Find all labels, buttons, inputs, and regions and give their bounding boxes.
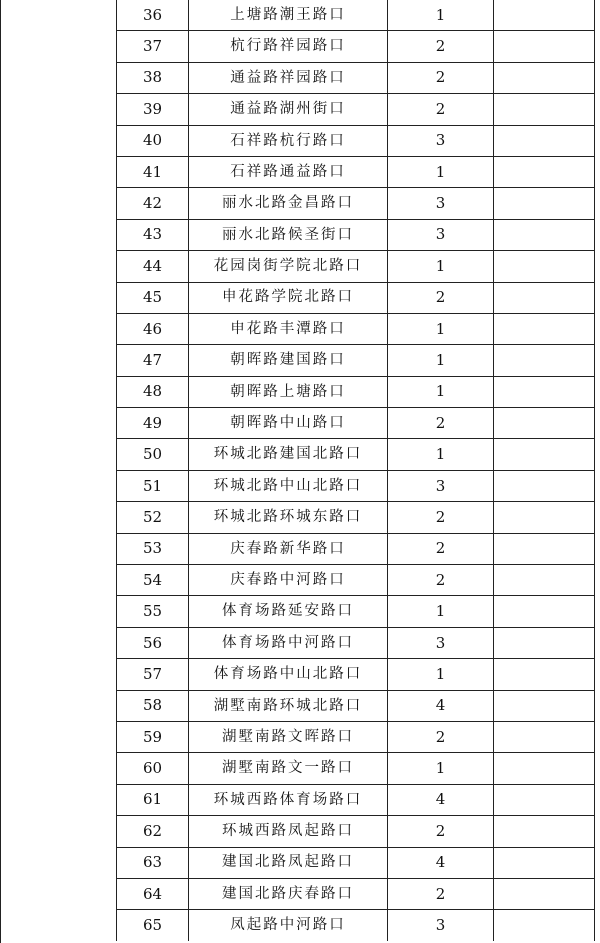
count-cell: 1 [388, 439, 494, 470]
row-number-cell: 42 [117, 188, 189, 219]
count-cell: 2 [388, 533, 494, 564]
count-cell: 1 [388, 596, 494, 627]
row-number-cell: 60 [117, 753, 189, 784]
row-number-cell: 58 [117, 690, 189, 721]
table-row [117, 94, 595, 125]
row-number-cell: 41 [117, 156, 189, 187]
remark-cell [494, 251, 595, 282]
remark-cell [494, 31, 595, 62]
intersection-name-cell: 环城西路凤起路口 [189, 816, 388, 847]
row-number-cell: 59 [117, 721, 189, 752]
remark-cell [494, 345, 595, 376]
count-cell: 3 [388, 627, 494, 658]
remark-cell [494, 0, 595, 31]
remark-cell [494, 502, 595, 533]
intersection-name-cell: 凤起路中河路口 [189, 910, 388, 941]
intersection-name-cell: 体育场路中河路口 [189, 627, 388, 658]
intersection-name-cell: 上塘路潮王路口 [189, 0, 388, 31]
row-number-cell: 43 [117, 219, 189, 250]
count-cell: 3 [388, 188, 494, 219]
table-row [117, 816, 595, 847]
intersection-name-cell: 石祥路杭行路口 [189, 125, 388, 156]
remark-cell [494, 910, 595, 941]
table-row [117, 31, 595, 62]
remark-cell [494, 847, 595, 878]
table-row [117, 376, 595, 407]
table-row [117, 878, 595, 909]
count-cell: 2 [388, 502, 494, 533]
remark-cell [494, 156, 595, 187]
row-number-cell: 47 [117, 345, 189, 376]
row-number-cell: 48 [117, 376, 189, 407]
table-row [117, 533, 595, 564]
count-cell: 2 [388, 282, 494, 313]
count-cell: 2 [388, 62, 494, 93]
intersection-table [116, 0, 595, 941]
count-cell: 2 [388, 565, 494, 596]
count-cell: 1 [388, 376, 494, 407]
remark-cell [494, 94, 595, 125]
row-number-cell: 63 [117, 847, 189, 878]
row-number-cell: 56 [117, 627, 189, 658]
count-cell: 2 [388, 94, 494, 125]
remark-cell [494, 188, 595, 219]
table-row [117, 721, 595, 752]
count-cell: 3 [388, 910, 494, 941]
intersection-name-cell: 庆春路中河路口 [189, 565, 388, 596]
table-row [117, 188, 595, 219]
intersection-name-cell: 杭行路祥园路口 [189, 31, 388, 62]
table-row [117, 408, 595, 439]
remark-cell [494, 219, 595, 250]
row-number-cell: 49 [117, 408, 189, 439]
remark-cell [494, 659, 595, 690]
count-cell: 1 [388, 156, 494, 187]
remark-cell [494, 125, 595, 156]
table-row [117, 502, 595, 533]
intersection-name-cell: 丽水北路候圣街口 [189, 219, 388, 250]
count-cell: 1 [388, 753, 494, 784]
row-number-cell: 46 [117, 313, 189, 344]
row-number-cell: 45 [117, 282, 189, 313]
intersection-name-cell: 朝晖路建国路口 [189, 345, 388, 376]
table-row [117, 659, 595, 690]
intersection-name-cell: 石祥路通益路口 [189, 156, 388, 187]
intersection-name-cell: 建国北路凤起路口 [189, 847, 388, 878]
row-number-cell: 64 [117, 878, 189, 909]
table-row [117, 565, 595, 596]
table-row [117, 125, 595, 156]
count-cell: 3 [388, 219, 494, 250]
intersection-name-cell: 朝晖路中山路口 [189, 408, 388, 439]
row-number-cell: 57 [117, 659, 189, 690]
row-number-cell: 36 [117, 0, 189, 31]
row-number-cell: 62 [117, 816, 189, 847]
remark-cell [494, 565, 595, 596]
row-number-cell: 37 [117, 31, 189, 62]
remark-cell [494, 784, 595, 815]
intersection-name-cell: 申花路学院北路口 [189, 282, 388, 313]
row-number-cell: 40 [117, 125, 189, 156]
count-cell: 2 [388, 878, 494, 909]
count-cell: 3 [388, 470, 494, 501]
intersection-name-cell: 湖墅南路文一路口 [189, 753, 388, 784]
table-row [117, 62, 595, 93]
row-number-cell: 61 [117, 784, 189, 815]
table-row [117, 313, 595, 344]
remark-cell [494, 282, 595, 313]
table-row [117, 690, 595, 721]
remark-cell [494, 816, 595, 847]
table-row [117, 847, 595, 878]
remark-cell [494, 470, 595, 501]
intersection-name-cell: 建国北路庆春路口 [189, 878, 388, 909]
intersection-name-cell: 花园岗街学院北路口 [189, 251, 388, 282]
count-cell: 4 [388, 784, 494, 815]
count-cell: 3 [388, 125, 494, 156]
count-cell: 2 [388, 721, 494, 752]
table-body [117, 0, 595, 941]
page-left-border [0, 0, 1, 943]
intersection-name-cell: 环城西路体育场路口 [189, 784, 388, 815]
row-number-cell: 39 [117, 94, 189, 125]
remark-cell [494, 408, 595, 439]
row-number-cell: 51 [117, 470, 189, 501]
count-cell: 2 [388, 816, 494, 847]
table-row [117, 439, 595, 470]
intersection-name-cell: 通益路湖州街口 [189, 94, 388, 125]
row-number-cell: 50 [117, 439, 189, 470]
count-cell: 4 [388, 847, 494, 878]
remark-cell [494, 690, 595, 721]
table-row [117, 0, 595, 31]
row-number-cell: 44 [117, 251, 189, 282]
remark-cell [494, 753, 595, 784]
table-row [117, 910, 595, 941]
count-cell: 2 [388, 31, 494, 62]
remark-cell [494, 721, 595, 752]
row-number-cell: 38 [117, 62, 189, 93]
row-number-cell: 53 [117, 533, 189, 564]
intersection-name-cell: 庆春路新华路口 [189, 533, 388, 564]
remark-cell [494, 62, 595, 93]
table-row [117, 627, 595, 658]
remark-cell [494, 627, 595, 658]
count-cell: 1 [388, 0, 494, 31]
table-row [117, 156, 595, 187]
count-cell: 1 [388, 251, 494, 282]
table-row [117, 219, 595, 250]
remark-cell [494, 878, 595, 909]
row-number-cell: 55 [117, 596, 189, 627]
intersection-name-cell: 丽水北路金昌路口 [189, 188, 388, 219]
intersection-name-cell: 体育场路中山北路口 [189, 659, 388, 690]
intersection-name-cell: 湖墅南路环城北路口 [189, 690, 388, 721]
remark-cell [494, 439, 595, 470]
intersection-name-cell: 朝晖路上塘路口 [189, 376, 388, 407]
count-cell: 2 [388, 408, 494, 439]
count-cell: 1 [388, 345, 494, 376]
table-row [117, 251, 595, 282]
intersection-name-cell: 申花路丰潭路口 [189, 313, 388, 344]
intersection-name-cell: 湖墅南路文晖路口 [189, 721, 388, 752]
remark-cell [494, 533, 595, 564]
intersection-name-cell: 环城北路建国北路口 [189, 439, 388, 470]
table-row [117, 596, 595, 627]
table-row [117, 470, 595, 501]
intersection-name-cell: 环城北路中山北路口 [189, 470, 388, 501]
table-row [117, 345, 595, 376]
table-row [117, 282, 595, 313]
remark-cell [494, 596, 595, 627]
intersection-name-cell: 通益路祥园路口 [189, 62, 388, 93]
row-number-cell: 65 [117, 910, 189, 941]
intersection-name-cell: 体育场路延安路口 [189, 596, 388, 627]
intersection-name-cell: 环城北路环城东路口 [189, 502, 388, 533]
table-row [117, 784, 595, 815]
count-cell: 1 [388, 659, 494, 690]
table-row [117, 753, 595, 784]
count-cell: 1 [388, 313, 494, 344]
remark-cell [494, 376, 595, 407]
row-number-cell: 54 [117, 565, 189, 596]
row-number-cell: 52 [117, 502, 189, 533]
count-cell: 4 [388, 690, 494, 721]
remark-cell [494, 313, 595, 344]
